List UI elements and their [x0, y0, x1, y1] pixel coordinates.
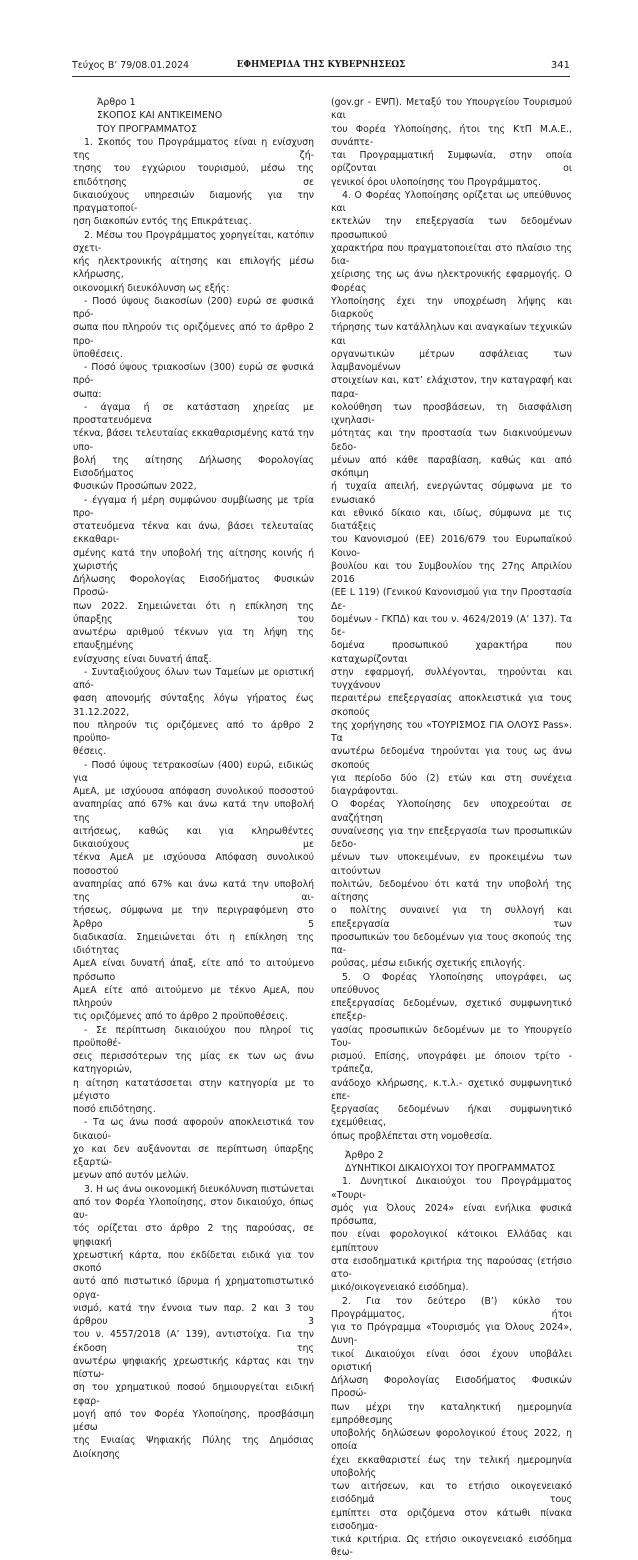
right-column	[331, 96, 572, 1560]
paragraph: 4. Ο Φορέας Υλοποίησης ορίζεται ως υπεύθυνος και εκτελών την επεξεργασία των δεδομένων προσωπικού χαρακτήρα που πραγματοποιείται στο πλαίσιο της δια- χείρισης της ως άνω ηλεκτρονικής εφαρμογής. Ο Φορέας Υλοποίησης έχει την υποχρέωση λήψης και διαρκούς τήρησης των κατάλληλων και αναγκαίων τεχνικών και οργανωτικών μέτρων ασφάλειας των λαμβανομένων στοιχείων και, κατ’ ελάχιστον, την καταγραφή και παρα- κολούθηση των προσβάσεων, τη διασφάλιση ιχνηλασι- μότητας και την προστασία των διακινούμενων δεδο- μένων από κάθε παραβίαση, καθώς και από σκόπιμη ή τυχαία απειλή, ενεργώντας σύμφωνα με το ενωσιακό και εθνικό δίκαιο και, ιδίως, σύμφωνα με τις διατάξεις του Κανονισμού (ΕΕ) 2016/679 του Ευρωπαϊκού Κοινο- βουλίου και του Συμβουλίου της 27ης Απριλίου 2016 (EE L 119) (Γενικού Κανονισμού για την Προστασία Δε- δομένων - ΓΚΠΔ) και του ν. 4624/2019 (Α’ 137). Τα δε- δομένα προσωπικού χαρακτήρα που καταχωρίζονται στην εφαρμογή, συλλέγονται, τηρούνται και τυγχάνουν περαιτέρω επεξεργασίας αποκλειστικά για τους σκοπούς της χορήγησης του «ΤΟΥΡΙΣΜΟΣ ΓΙΑ ΟΛΟΥΣ Pass». Τα ανωτέρω δεδομένα τηρούνται για τους ως άνω σκοπούς για περίοδο δύο (2) ετών και στη συνέχεια διαγράφονται. Ο Φορέας Υλοποίησης δεν υποχρεούται σε αναζήτηση συναίνεσης για την επεξεργασία των προσωπικών δεδο- μένων των υποκειμένων, εν προκειμένω των αιτούντων πολιτών, δεδομένου ότι κατά την υποβολή της αίτησης ο πολίτης συναινεί για τη συλλογή και επεξεργασία των προσωπικών του δεδομένων για τους σκοπούς της πα- ρούσας, μέσω ειδικής σχετικής επιλογής.	[331, 189, 572, 970]
header-rule	[72, 76, 570, 77]
article-1-body	[73, 136, 314, 1461]
paragraph: 1. Σκοπός του Προγράμματος είναι η ενίσχυση της ζή- τησης του εγχώριου τουρισμού, μέσω της επιδότησης σε δικαιούχους υπηρεσιών διαμονής για την πραγματοποί- ηση διακοπών εντός της Επικράτειας.	[73, 136, 314, 228]
left-column	[73, 96, 314, 1461]
page-header	[72, 60, 570, 74]
paragraph: - Ποσό ύψους διακοσίων (200) ευρώ σε φυσικά πρό- σωπα που πληρούν τις οριζόμενες από το άρθρο 2 προ- ϋποθέσεις.	[73, 295, 314, 360]
paragraph: - Ποσό ύψους τετρακοσίων (400) ευρώ, ειδικώς για ΑμεΑ, με ισχύουσα απόφαση συνολικού ποσοστού αναπηρίας από 67% και άνω κατά την υποβολή της αιτήσεως, καθώς και για κληρωθέντες δικαιούχους με τέκνα ΑμεΑ με ισχύουσα Απόφαση συνολικού ποσοστού αναπηρίας από 67% και άνω κατά την υποβολή της αι- τήσεως, σύμφωνα με την περιγραφόμενη στο Άρθρο 5 διαδικασία. Σημειώνεται ότι η επίκληση της ιδιότητας ΑμεΑ είναι δυνατή άπαξ, είτε από το αιτούμενο πρόσωπο ΑμεΑ είτε από αιτούμενο με τέκνο ΑμεΑ, που πληρούν τις οριζόμενες από το άρθρο 2 προϋποθέσεις.	[73, 759, 314, 1023]
article-1-body-continued	[331, 96, 572, 1143]
paragraph: 2. Μέσω του Προγράμματος χορηγείται, κατόπιν σχετι- κής ηλεκτρονικής αίτησης και επιλογής μέσω κλήρωσης, οικονομική διευκόλυνση ως εξής:	[73, 229, 314, 294]
paragraph: 1. Δυνητικοί Δικαιούχοι του Προγράμματος «Τουρι- σμός για Όλους 2024» είναι ενήλικα φυσικά πρόσωπα, που είναι φορολογικοί κάτοικοι Ελλάδας και εμπίπτουν στα εισοδηματικά κριτήρια της παρούσας (ετήσιο ατο- μικό/οικογενειακό εισόδημα).	[331, 1176, 572, 1294]
paragraph: - έγγαμα ή μέρη συμφώνου συμβίωσης με τρία προ- στατευόμενα τέκνα και άνω, βάσει τελευταίας εκκαθαρι- σμένης κατά την υποβολή της αίτησης κοινής ή χωριστής Δήλωσης Φορολογίας Εισοδήματος Φυσικών Προσώ- πων 2022. Σημειώνεται ότι η επίκληση της ύπαρξης του ανωτέρω αριθμού τέκνων για τη λήψη της επαυξημένης ενίσχυσης είναι δυνατή άπαξ.	[73, 494, 314, 665]
paragraph: - άγαμα ή σε κατάσταση χηρείας με προστατευόμενα τέκνα, βάσει τελευταίας εκκαθαρισμένης κατά την υπο- βολή της αίτησης Δήλωσης Φορολογίας Εισοδήματος Φυσικών Προσώπων 2022,	[73, 401, 314, 493]
article-2-heading: Άρθρο 2 ΔΥΝΗΤΙΚΟΙ ΔΙΚΑΙΟΥΧΟΙ ΤΟΥ ΠΡΟΓΡΑΜΜΑΤΟΣ	[345, 1149, 556, 1174]
paragraph: - Σε περίπτωση δικαιούχου που πληροί τις προϋποθέ- σεις περισσότερων της μίας εκ των ως άνω κατηγοριών, η αίτηση κατατάσσεται στην κατηγορία με το μέγιστο ποσό επιδότησης.	[73, 1024, 314, 1115]
paragraph: - Συνταξιούχους όλων των Ταμείων με οριστική από- φαση απονομής σύνταξης λόγω γήρατος έως 31.12.2022, που πληρούν τις οριζόμενες από το άρθρο 2 προϋπο- θέσεις.	[73, 666, 314, 758]
issue-label: Τεύχος B’ 79/08.01.2024	[72, 60, 190, 71]
paragraph: (gov.gr - ΕΨΠ). Μεταξύ του Υπουργείου Τουρισμού και του Φορέα Υλοποίησης, ήτοι της ΚτΠ Μ.Α.Ε., συνάπτε- ται Προγραμματική Συμφωνία, στην οποία ορίζονται οι γενικοί όροι υλοποίησης του Προγράμματος.	[331, 97, 572, 188]
paragraph: 2. Για τον δεύτερο (Β’) κύκλο του Προγράμματος, ήτοι για το Πρόγραμμα «Τουρισμός για Όλους 2024», Δυνη- τικοί Δικαιούχοι είναι όσοι έχουν υποβάλει οριστική Δήλωση Φορολογίας Εισοδήματος Φυσικών Προσώ- πων μέχρι την καταληκτική ημερομηνία εμπρόθεσμης υποβολής δηλώσεων φορολογικού έτους 2022, η οποία έχει εκκαθαριστεί έως την τελική ημερομηνία υποβολής των αιτήσεων, και το ετήσιο οικογενειακό εισόδημά τους εμπίπτει στα οριζόμενα στον κάτωθι πίνακα εισοδημα- τικά κριτήρια. Ως ετήσιο οικογενειακό εισόδημα θεω-	[331, 1295, 572, 1559]
article-2-body	[331, 1175, 572, 1559]
article-1-heading: Άρθρο 1 ΣΚΟΠΟΣ ΚΑΙ ΑΝΤΙΚΕΙΜΕΝΟ ΤΟΥ ΠΡΟΓΡΑΜΜΑΤΟΣ	[97, 97, 223, 135]
page-number: 341	[550, 60, 570, 71]
paragraph: 3. Η ως άνω οικονομική διευκόλυνση πιστώνεται από τον Φορέα Υλοποίησης, στον δικαιούχο, όπως αυ- τός ορίζεται στο άρθρο 2 της παρούσας, σε ψηφιακή χρεωστική κάρτα, που εκδίδεται ειδικά για τον σκοπό αυτό από πιστωτικό ίδρυμα ή χρηματοπιστωτικό οργα- νισμό, κατά την έννοια των παρ. 2 και 3 του άρθρου 3 του ν. 4557/2018 (Α’ 139), αντιστοίχα. Για την έκδοση της ανωτέρω ψηφιακής χρεωστικής κάρτας και την πίστω- ση του χρηματικού ποσού δημιουργείται ειδική εφαρ- μογή από τον Φορέα Υλοποίησης, προσβάσιμη μέσω της Ενιαίας Ψηφιακής Πύλης της Δημόσιας Διοίκησης	[73, 1183, 314, 1460]
gazette-title: ΕΦΗΜΕΡΙΔΑ ΤΗΣ ΚΥΒΕΡΝΗΣΕΩΣ	[236, 60, 406, 70]
paragraph: 5. Ο Φορέας Υλοποίησης υπογράφει, ως υπεύθυνος επεξεργασίας δεδομένων, σχετικό συμφωνητικό επεξερ- γασίας προσωπικών δεδομένων με το Υπουργείο Του- ρισμού. Επίσης, υπογράφει με όποιον τρίτο - τράπεζα, ανάδοχο κλήρωσης, κ.τ.λ.- σχετικό συμφωνητικό επε- ξεργασίας δεδομένων ή/και συμφωνητικό εχεμύθειας, όπως προβλέπεται στη νομοθεσία.	[331, 971, 572, 1142]
paragraph: - Τα ως άνω ποσά αφορούν αποκλειστικά τον δικαιού- χο και δεν αυξάνονται σε περίπτωση ύπαρξης εξαρτώ- μενων από αυτόν μελών.	[73, 1117, 314, 1182]
paragraph: - Ποσό ύψους τριακοσίων (300) ευρώ σε φυσικά πρό- σωπα:	[73, 362, 314, 400]
